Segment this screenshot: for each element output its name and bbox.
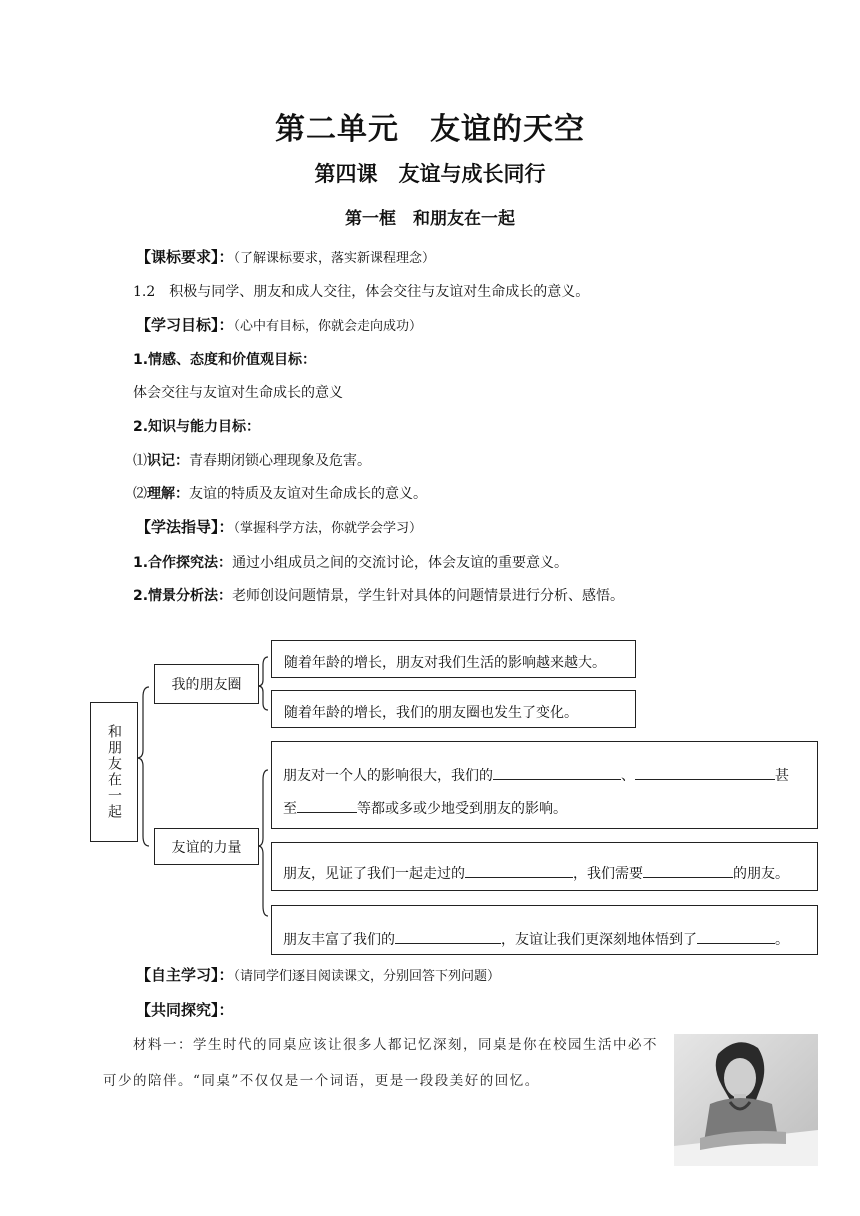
leaf-text: 朋友对一个人的影响很大，我们的 <box>283 768 493 784</box>
requirements-note: （了解课标要求，落实新课程理念） <box>233 251 436 266</box>
self-study-note: （请同学们逐目阅读课文，分别回答下列问题） <box>233 969 501 984</box>
requirements-item: 1.2 积极与同学、朋友和成人交往，体会交往与友谊对生命成长的意义。 <box>133 284 590 300</box>
diagram-root-label: 和朋友在一起 <box>106 724 122 820</box>
student-photo <box>674 1034 818 1166</box>
leaf-line <box>283 863 789 883</box>
blank-line[interactable] <box>643 864 733 878</box>
leaf-text: ，我们需要 <box>573 866 643 882</box>
goals-note: （心中有目标，你就会走向成功） <box>233 319 423 334</box>
leaf-text: 至 <box>283 801 297 817</box>
unit-title: 第二单元 友谊的天空 <box>275 112 585 147</box>
self-study-heading: 【自主学习】： <box>136 966 234 984</box>
method-text: 通过小组成员之间的交流讨论，体会友谊的重要意义。 <box>232 555 569 571</box>
diagram-root <box>90 702 138 842</box>
self-study-row <box>136 964 500 985</box>
leaf-text: 的朋友。 <box>733 866 789 882</box>
leaf-text: 朋友丰富了我们的 <box>283 932 395 948</box>
method-label: 1.合作探究法： <box>133 555 233 571</box>
knowledge-goal-label: 2.知识与能力目标： <box>133 419 261 435</box>
explore-heading: 【共同探究】： <box>136 1001 234 1019</box>
explore-row <box>136 999 234 1020</box>
method-text: 老师创设问题情景，学生针对具体的问题情景进行分析、感悟。 <box>232 588 625 604</box>
leaf-text: 甚 <box>775 768 789 784</box>
blank-line[interactable] <box>635 766 775 780</box>
material-line-2: 可少的陪伴。“同桌”不仅仅是一个词语，更是一段段美好的回忆。 <box>103 1073 540 1089</box>
diagram-leaf-witness <box>271 842 818 891</box>
leaf-text: 随着年龄的增长，我们的朋友圈也发生了变化。 <box>284 705 578 721</box>
branch1-brace <box>258 657 268 710</box>
goals-heading: 【学习目标】： <box>136 316 234 334</box>
blank-line[interactable] <box>493 766 621 780</box>
goal-item-prefix: ⑵ <box>133 486 147 502</box>
leaf-line-1 <box>283 765 789 785</box>
branch-label: 友谊的力量 <box>171 839 242 856</box>
blank-line[interactable] <box>395 930 501 944</box>
lesson-title: 第四课 友谊与成长同行 <box>314 162 546 186</box>
blank-line[interactable] <box>697 930 775 944</box>
leaf-text: 。 <box>775 932 789 948</box>
leaf-text: 等都或多或少地受到朋友的影响。 <box>357 801 567 817</box>
emotion-goal-label: 1.情感、态度和价值观目标： <box>133 352 317 368</box>
branch-label: 我的朋友圈 <box>171 677 242 693</box>
methods-heading: 【学法指导】： <box>136 518 234 536</box>
leaf-line <box>283 929 789 949</box>
goal-item-label: 理解： <box>147 486 189 502</box>
goal-item-text: 青春期闭锁心理现象及危害。 <box>189 453 371 469</box>
requirements-heading: 【课标要求】： <box>136 248 234 266</box>
methods-note: （掌握科学方法，你就学会学习） <box>233 521 423 536</box>
leaf-text: 、 <box>621 768 635 784</box>
section-title: 第一框 和朋友在一起 <box>345 209 515 229</box>
diagram-branch-friend-circle <box>154 664 259 704</box>
leaf-text: ，友谊让我们更深刻地体悟到了 <box>501 932 697 948</box>
root-brace <box>137 687 149 846</box>
emotion-goal-text: 体会交往与友谊对生命成长的意义 <box>133 385 343 401</box>
goal-item-label: 识记： <box>147 453 189 469</box>
diagram-leaf-friend-influence <box>271 741 818 829</box>
material-line-1: 材料一：学生时代的同桌应该让很多人都记忆深刻，同桌是你在校园生活中必不 <box>133 1037 658 1053</box>
leaf-line-2 <box>283 798 567 818</box>
blank-line[interactable] <box>297 799 357 813</box>
leaf-text: 随着年龄的增长，朋友对我们生活的影响越来越大。 <box>284 655 606 671</box>
goal-item-text: 友谊的特质及友谊对生命成长的意义。 <box>189 486 427 502</box>
student-photo-illustration <box>674 1034 818 1166</box>
branch2-brace <box>258 770 268 916</box>
diagram-leaf-circle-change <box>271 690 636 728</box>
diagram-leaf-influence <box>271 640 636 678</box>
leaf-text: 朋友，见证了我们一起走过的 <box>283 866 465 882</box>
goal-item-prefix: ⑴ <box>133 453 147 469</box>
diagram-branch-friendship-power <box>154 828 259 865</box>
blank-line[interactable] <box>465 864 573 878</box>
method-label: 2.情景分析法： <box>133 588 233 604</box>
diagram-leaf-enrich <box>271 905 818 955</box>
